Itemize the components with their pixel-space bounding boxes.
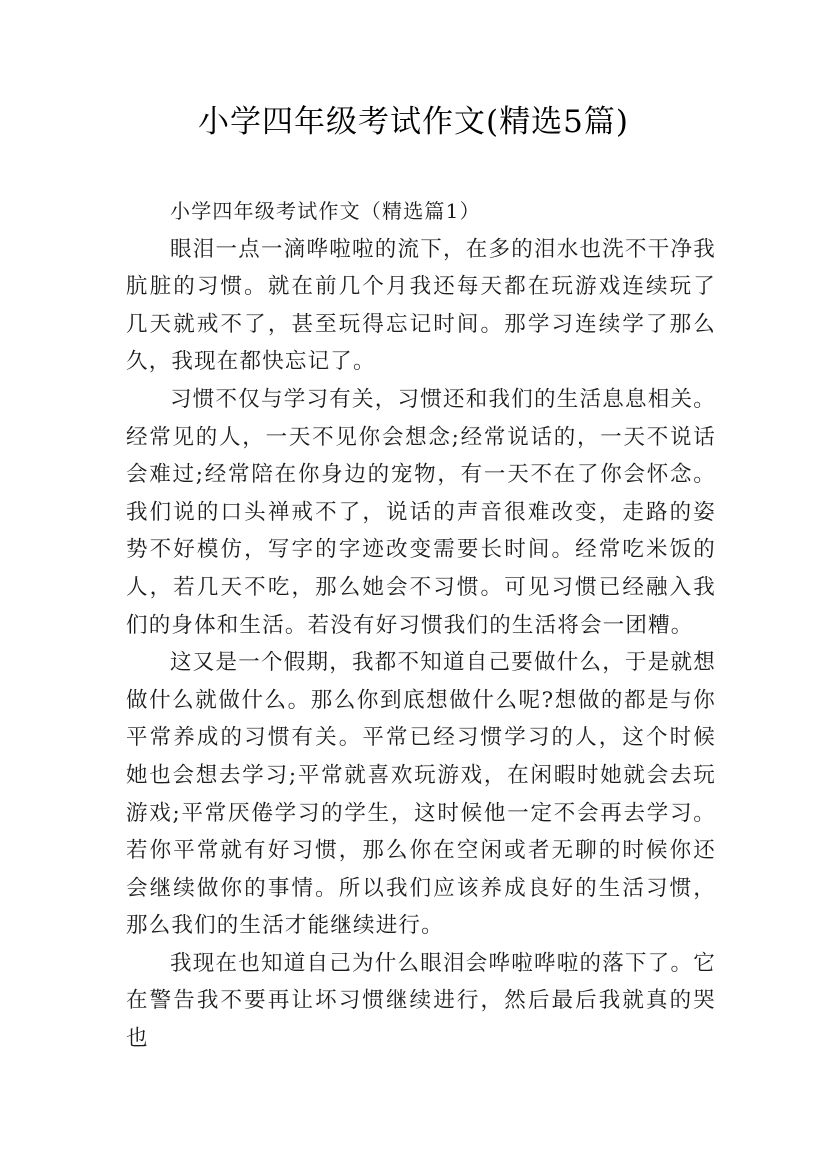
document-title: 小学四年级考试作文(精选5篇) bbox=[198, 104, 629, 140]
section-heading: 小学四年级考试作文（精选篇1） bbox=[170, 199, 481, 223]
paragraph: 习惯不仅与学习有关，习惯还和我们的生活息息相关。经常见的人，一天不见你会想念;经常说话的，一天不说话会难过;经常陪在你身边的宠物，有一天不在了你会怀念。我们说的口头禅戒不了，说话的声音很难改变，走路的姿势不好模仿，写字的字迹改变需要长时间。经常吃米饭的人，若几天不吃，那么她会不习惯。可见习惯已经融入我们的身体和生活。若没有好习惯我们的生活将会一团糟。 bbox=[126, 386, 716, 638]
paragraph: 我现在也知道自己为什么眼泪会哗啦哗啦的落下了。它在警告我不要再让坏习惯继续进行，然后最后我就真的哭也 bbox=[126, 950, 716, 1052]
document-body bbox=[126, 193, 716, 1058]
paragraph: 这又是一个假期，我都不知道自己要做什么，于是就想做什么就做什么。那么你到底想做什么呢?想做的都是与你平常养成的习惯有关。平常已经习惯学习的人，这个时候她也会想去学习;平常就喜欢玩游戏，在闲暇时她就会去玩游戏;平常厌倦学习的学生，这时候他一定不会再去学习。若你平常就有好习惯，那么你在空闲或者无聊的时候你还会继续做你的事情。所以我们应该养成良好的生活习惯，那么我们的生活才能继续进行。 bbox=[126, 650, 716, 939]
paragraph: 眼泪一点一滴哗啦啦的流下，在多的泪水也洗不干净我肮脏的习惯。就在前几个月我还每天都在玩游戏连续玩了几天就戒不了，甚至玩得忘记时间。那学习连续学了那么久，我现在都快忘记了。 bbox=[126, 236, 716, 375]
